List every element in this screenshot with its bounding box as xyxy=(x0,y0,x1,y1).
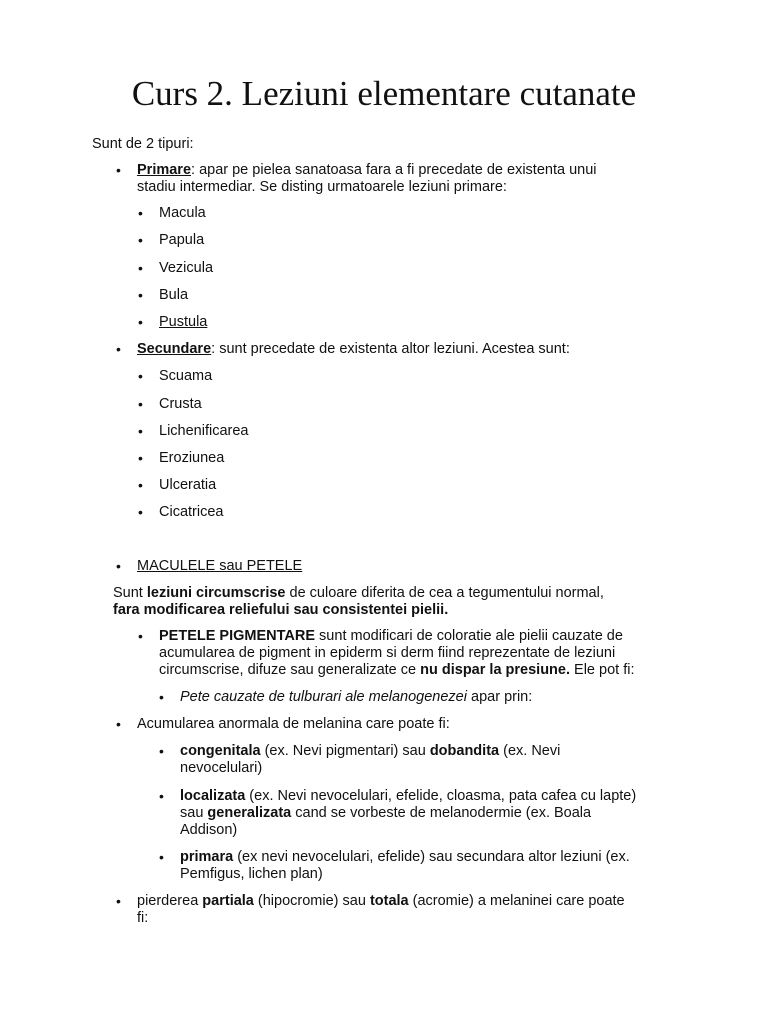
bullet-icon: • xyxy=(138,628,143,644)
pierderea-line-2: fi: xyxy=(137,910,149,926)
text-span: (ex. Nevi nevocelulari, efelide, cloasma, pata cafea cu lapte) xyxy=(245,788,637,804)
bullet-icon: • xyxy=(138,504,143,520)
macule-paragraph-line-2: fara modificarea reliefului sau consistentei pielii. xyxy=(113,602,449,618)
text-span: (acromie) a melaninei care poate xyxy=(408,893,625,909)
secundare-text: : sunt precedate de existenta altor leziuni. Acestea sunt: xyxy=(211,341,570,357)
text-span-bold: totala xyxy=(369,893,409,909)
text-span: (ex. Nevi xyxy=(499,743,561,759)
text-span: sau xyxy=(180,805,208,821)
primare-label: Primare xyxy=(137,162,192,178)
text-span: de culoare diferita de cea a tegumentului normal, xyxy=(285,585,604,601)
list-item: Pustula xyxy=(159,314,208,330)
list-item: Bula xyxy=(159,287,189,303)
bullet-icon: • xyxy=(116,341,121,357)
text-span-bold: localizata xyxy=(180,788,246,804)
text-span: (ex. Nevi pigmentari) sau xyxy=(260,743,430,759)
text-span: pierderea xyxy=(137,893,203,909)
text-span: (hipocromie) sau xyxy=(253,893,370,909)
congenitala-line-2: nevocelulari) xyxy=(180,760,263,776)
list-item: Ulceratia xyxy=(159,477,217,493)
text-span-bold: primara xyxy=(180,849,234,865)
pigmentare-line-3 xyxy=(159,662,634,679)
bullet-icon: • xyxy=(138,396,143,412)
text-span-bold: dobandita xyxy=(429,743,500,759)
localizata-line-1 xyxy=(180,788,636,805)
primare-line-1 xyxy=(137,162,597,179)
congenitala-line-1 xyxy=(180,743,560,760)
list-item: Crusta xyxy=(159,396,202,412)
text-span-bold: generalizata xyxy=(207,805,292,821)
list-item: Eroziunea xyxy=(159,450,225,466)
bullet-icon: • xyxy=(116,893,121,909)
text-span-bold: nu dispar la presiune. xyxy=(420,662,570,678)
page-title: Curs 2. Leziuni elementare cutanate xyxy=(131,74,637,113)
bullet-icon: • xyxy=(116,162,121,178)
list-item: Papula xyxy=(159,232,205,248)
bullet-icon: • xyxy=(159,689,164,705)
macule-heading: MACULELE sau PETELE xyxy=(137,558,303,574)
primara-line-1 xyxy=(180,849,630,866)
bullet-icon: • xyxy=(138,450,143,466)
text-span-bold: partiala xyxy=(202,893,254,909)
bullet-icon: • xyxy=(138,477,143,493)
text-span-bold: PETELE PIGMENTARE xyxy=(159,628,316,644)
list-item: Lichenificarea xyxy=(159,423,249,439)
list-item: Scuama xyxy=(159,368,213,384)
list-item: Vezicula xyxy=(159,260,214,276)
secundare-label: Secundare xyxy=(137,341,212,357)
localizata-line-3: Addison) xyxy=(180,822,238,838)
text-span: apar prin: xyxy=(466,689,533,705)
bullet-icon: • xyxy=(116,558,121,574)
bullet-icon: • xyxy=(138,287,143,303)
bullet-icon: • xyxy=(159,788,164,804)
bullet-icon: • xyxy=(159,849,164,865)
text-span: Ele pot fi: xyxy=(570,662,635,678)
pigmentare-line-2: acumularea de pigment in epiderm si derm fiind reprezentate de leziuni xyxy=(159,645,616,661)
text-span-italic: Pete cauzate de tulburari ale melanogenezei xyxy=(180,689,467,705)
text-span: Sunt xyxy=(113,585,147,601)
intro-text: Sunt de 2 tipuri: xyxy=(92,136,194,152)
pete-line xyxy=(180,689,532,706)
text-span: circumscrise, difuze sau generalizate ce xyxy=(159,662,421,678)
bullet-icon: • xyxy=(138,205,143,221)
list-item: Cicatricea xyxy=(159,504,224,520)
bullet-icon: • xyxy=(116,716,121,732)
primara-line-2: Pemfigus, lichen plan) xyxy=(180,866,323,882)
bullet-icon: • xyxy=(138,314,143,330)
text-span-bold: congenitala xyxy=(180,743,261,759)
list-item: Macula xyxy=(159,205,206,221)
macule-paragraph-line-1 xyxy=(113,585,604,602)
text-span: sunt modificari de coloratie ale pielii cauzate de xyxy=(315,628,623,644)
text-span: cand se vorbeste de melanodermie (ex. Boala xyxy=(291,805,592,821)
text-span-bold: leziuni circumscrise xyxy=(146,585,286,601)
localizata-line-2 xyxy=(180,805,591,822)
bullet-icon: • xyxy=(138,423,143,439)
pigmentare-line-1 xyxy=(159,628,623,645)
text-span: (ex nevi nevocelulari, efelide) sau secundara altor leziuni (ex. xyxy=(233,849,630,865)
bullet-icon: • xyxy=(138,368,143,384)
bullet-icon: • xyxy=(138,232,143,248)
bullet-icon: • xyxy=(159,743,164,759)
bullet-icon: • xyxy=(138,260,143,276)
acumulare-line: Acumularea anormala de melanina care poate fi: xyxy=(137,716,450,732)
primare-text-2: stadiu intermediar. Se disting urmatoarele leziuni primare: xyxy=(137,179,507,195)
secundare-line xyxy=(137,341,570,358)
primare-text-1: : apar pe pielea sanatoasa fara a fi precedate de existenta unui xyxy=(191,162,597,178)
pierderea-line-1 xyxy=(137,893,625,910)
